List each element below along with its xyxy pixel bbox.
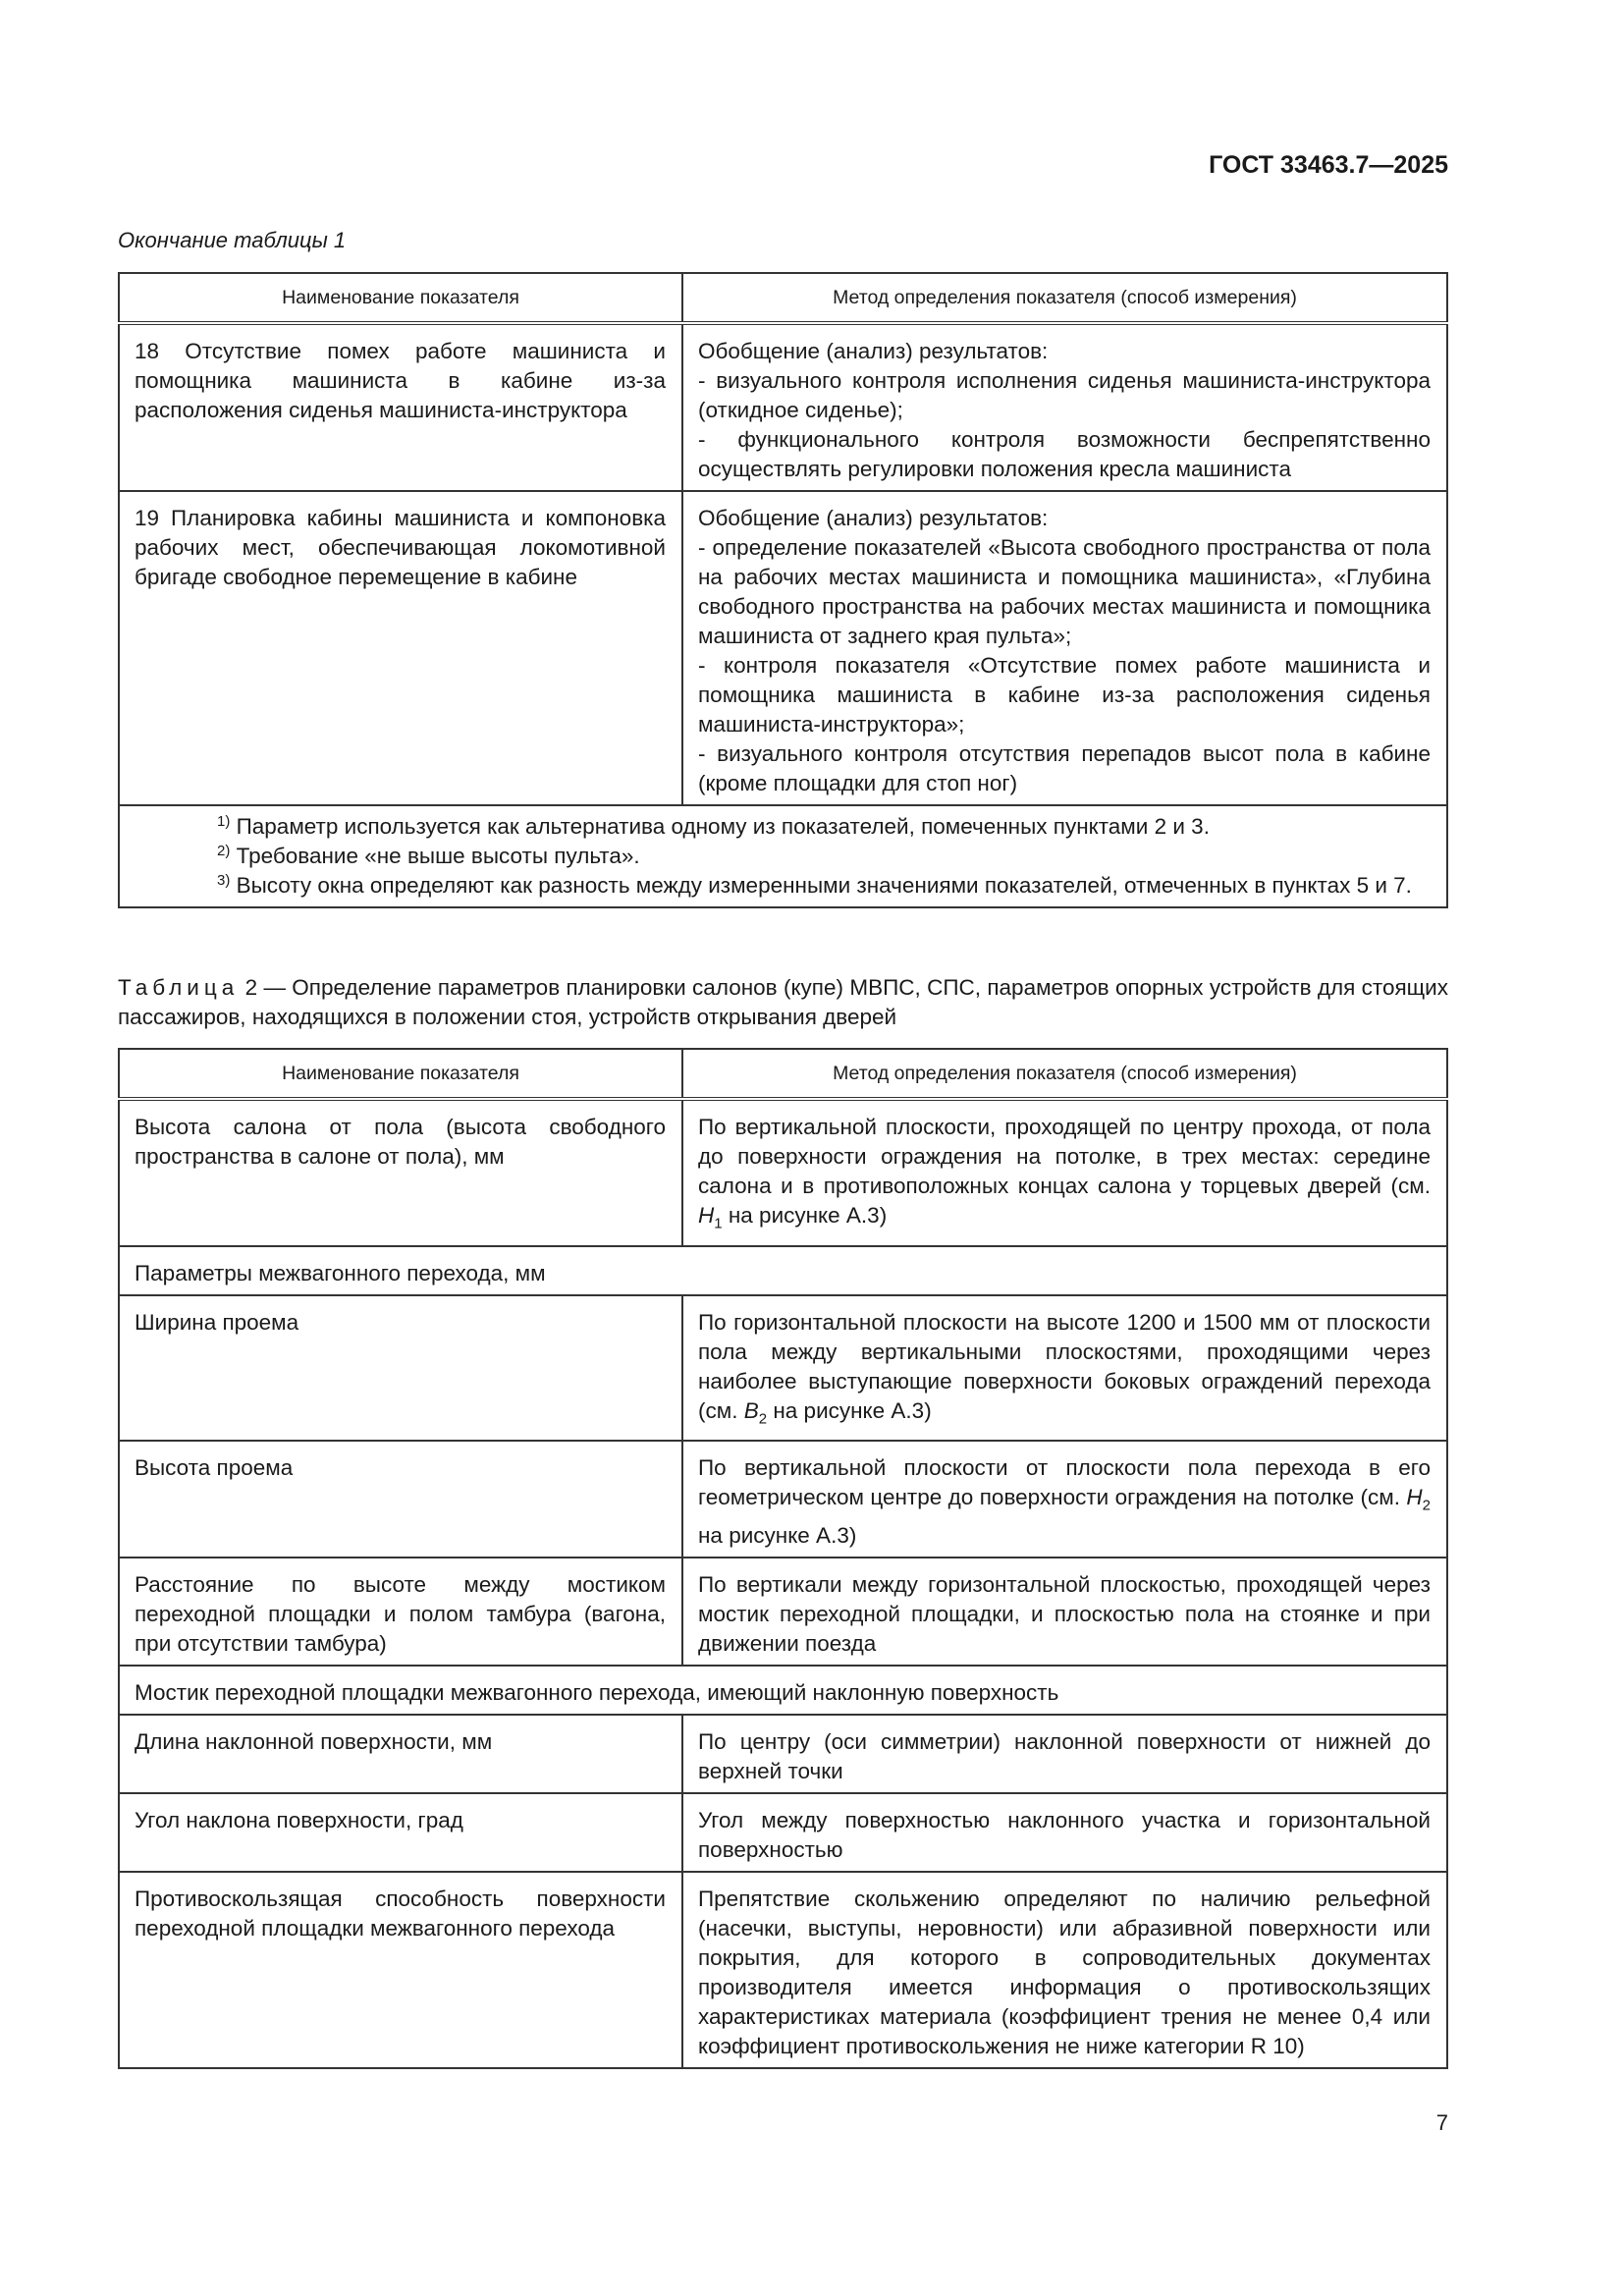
table1-caption: Окончание таблицы 1 [118,228,347,252]
table2-row-cabin-height-name: Высота салона от пола (высота свободного пространства в салоне от пола), мм [119,1099,682,1246]
table2-col-header-name: Наименование показателя [119,1049,682,1099]
table2-row-anti-slip-name: Противоскользящая способность поверхности переходной площадки межвагонного перехода [119,1872,682,2068]
table1-col-header-name: Наименование показателя [119,273,682,323]
table2-row-opening-height-name: Высота проема [119,1441,682,1558]
table1-row18-method [682,323,1447,491]
table1-notes-row [119,805,1447,907]
table-row [119,491,1447,805]
table-row [119,1558,1447,1666]
table2-row-slope-length-name: Длина наклонной поверхности, мм [119,1715,682,1793]
table2-row-bridge-distance-name: Расстояние по высоте между мостиком переходной площадки и полом тамбура (вагона, при отсутствии тамбура) [119,1558,682,1666]
table1-col-header-method: Метод определения показателя (способ измерения) [682,273,1447,323]
table2-row-bridge-distance-method: По вертикали между горизонтальной плоскостью, проходящей через мостик переходной площадки, и плоскостью пола на стоянке и при движении поезда [682,1558,1447,1666]
table-row [119,1246,1447,1295]
footnote: $^{1)}$ Параметр используется как альтернатива одному из показателей, помеченных пунктами 2 и 3. [217,813,1210,839]
table2-row-slope-length-method: По центру (оси симметрии) наклонной поверхности от нижней до верхней точки [682,1715,1447,1793]
table2-row-cabin-height-method: По вертикальной плоскости, проходящей по центру прохода, от пола до поверхности ограждения на потолке, в трех местах: середине салона и в противоположных концах салона у торцевых дверей (см. $H_1$ на рисунке А.3) [682,1099,1447,1246]
method-line: - функционального контроля возможности беспрепятственно осуществлять регулировки положения кресла машиниста [698,427,1431,481]
document-code: ГОСТ 33463.7—2025 [1209,151,1448,179]
method-line: - визуального контроля исполнения сиденья машиниста-инструктора (откидное сиденье); [698,368,1431,422]
table2-title-label: Таблица [118,975,240,1000]
table2-section-gangway: Параметры межвагонного перехода, мм [119,1246,1447,1295]
table-row [119,1099,1447,1246]
table-row [119,1441,1447,1558]
table-row [119,1793,1447,1872]
footnote: $^{2)}$ Требование «не выше высоты пульта». [217,843,640,868]
table1-row19-name: 19 Планировка кабины машиниста и компоновка рабочих мест, обеспечивающая локомотивной бригаде свободное перемещение в кабине [119,491,682,805]
table1 [118,272,1448,908]
footnote: $^{3)}$ Высоту окна определяют как разность между измеренными значениями показателей, отмеченных в пунктах 5 и 7. [217,872,1412,898]
table2-row-opening-height-method: По вертикальной плоскости от плоскости пола перехода в его геометрическом центре до поверхности ограждения на потолке (см. $H_2$ на рисунке А.3) [682,1441,1447,1558]
table2-header-row [119,1049,1447,1099]
method-line: Обобщение (анализ) результатов: [698,506,1049,530]
table1-row18-name: 18 Отсутствие помех работе машиниста и помощника машиниста в кабине из-за расположения сиденья машиниста-инструктора [119,323,682,491]
table2-row-slope-angle-method: Угол между поверхностью наклонного участка и горизонтальной поверхностью [682,1793,1447,1872]
table2 [118,1048,1448,2069]
method-line: - визуального контроля отсутствия перепадов высот пола в кабине (кроме площадки для стоп ног) [698,741,1431,795]
table1-row19-method [682,491,1447,805]
table-row [119,323,1447,491]
method-line: - контроля показателя «Отсутствие помех работе машиниста и помощника машиниста в кабине из-за расположения сиденья машиниста-инструктора»; [698,653,1431,737]
table2-row-anti-slip-method: Препятствие скольжению определяют по наличию рельефной (насечки, выступы, неровности) или абразивной поверхности или покрытия, для которого в сопроводительных документах производителя имеется информация о противоскользящих характеристиках материала (коэффициент трения не менее 0,4 или коэффициент противоскольжения не ниже категории R 10) [682,1872,1447,2068]
table2-row-opening-width-name: Ширина проема [119,1295,682,1442]
table2-title [118,973,1448,1032]
table2-row-opening-width-method: По горизонтальной плоскости на высоте 1200 и 1500 мм от плоскости пола между вертикальными плоскостями, проходящими через наиболее выступающие поверхности боковых ограждений перехода (см. $B_2$ на рисунке А.3) [682,1295,1447,1442]
table-row [119,1666,1447,1715]
table2-section-bridge: Мостик переходной площадки межвагонного перехода, имеющий наклонную поверхность [119,1666,1447,1715]
table-row [119,1872,1447,2068]
table-row [119,1295,1447,1442]
table1-header-row [119,273,1447,323]
table1-notes [119,805,1447,907]
method-line: - определение показателей «Высота свободного пространства от пола на рабочих местах машиниста и помощника машиниста», «Глубина свободного пространства на рабочих местах машиниста и помощника машиниста от заднего края пульта»; [698,535,1431,648]
table-row [119,1715,1447,1793]
table2-title-text: 2 — Определение параметров планировки салонов (купе) МВПС, СПС, параметров опорных устройств для стоящих пассажиров, находящихся в положении стоя, устройств открывания дверей [118,975,1448,1029]
method-line: Обобщение (анализ) результатов: [698,339,1049,363]
table2-col-header-method: Метод определения показателя (способ измерения) [682,1049,1447,1099]
page-number: 7 [1435,2110,1448,2135]
table2-row-slope-angle-name: Угол наклона поверхности, град [119,1793,682,1872]
